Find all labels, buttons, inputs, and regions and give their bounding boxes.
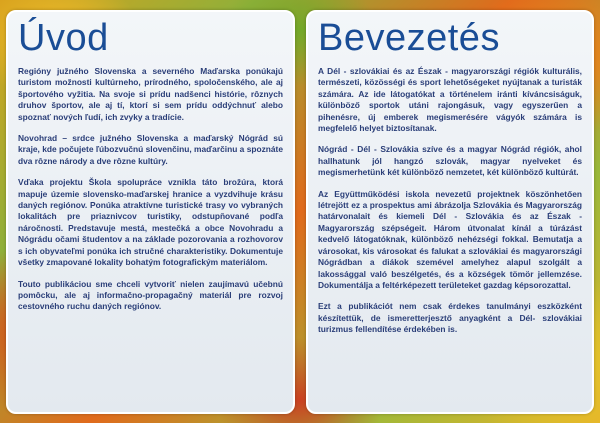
- slovak-intro-panel: [6, 10, 295, 414]
- hungarian-paragraph-1: A Dél - szlovákiai és az Észak - magyarországi régiók kulturális, természeti, közösségi és sport lehetőségeket nyújtanak a turisták számára. Az ide látogatókat a történelem iránti kíváncsiságuk, különböző sportok utáni rajongásuk, vagy egyszerűen a pihenésre, új emberek megismerésére vágyók számára is megfelelő helyet biztosítanak.: [318, 66, 582, 134]
- slovak-title: Úvod: [18, 17, 109, 59]
- hungarian-paragraph-4: Ezt a publikációt nem csak érdekes tanulmányi eszközként készítettük, de ismeretterjesztő anyagként a Dél- szlovákiai turizmus fellendítése érdekében is.: [318, 301, 582, 335]
- hungarian-intro-panel: [306, 10, 594, 414]
- hungarian-paragraph-3: Az Együttműködési iskola nevezetű projektnek köszönhetően létrejött ez a prospektus ami ábrázolja Szlovákia és Magyarország határvonalait és kiemeli Dél - Szlovákia és az Észak - Magyarország szépségeit. Három útvonalat kínál a túrázást kedvelő látogatóknak, különböző nehézségi fokkal. Bemutatja a városokat, kis városokat és falukat a szlovákiai és magyarországi Nógrádban a diákok szemével amelyhez alapul szolgált a lakossággal való beszélgetés, és a községek tömör jellemzése. Dokumentálja a feltérképezett területeket gazdag képsorozattal.: [318, 188, 582, 290]
- slovak-paragraph-3: Vďaka projektu Škola spolupráce vznikla táto brožúra, ktorá mapuje územie slovensko-maďarskej hranice a vyzdvihuje krásu daných regiónov. Ponúka atraktívne turistické trasy vo vybraných lokalitách pre priaznivcov turistiky, odstupňované podľa náročnosti. Predstavuje mestá, mestečká a obce Novohradu a Nógrádu očami študentov a na základe pozorovania a rozhovorov s ich obyvateľmi ponúka ich stručné charakteristiky. Dokumentuje všetky zmapované lokality bohatým fotografickým materiálom.: [18, 177, 283, 268]
- hungarian-title: Bevezetés: [318, 17, 500, 59]
- slovak-paragraph-2: Novohrad – srdce južného Slovenska a maďarský Nógrád sú kraje, kde počujete ľúbozvučnú slovenčinu, maďarčinu a spoznáte dva rôzne národy a dve rôzne kultúry.: [18, 133, 283, 166]
- hungarian-paragraph-2: Nógrád - Dél - Szlovákia szíve és a magyar Nógrád régiók, ahol hallhatunk jól hangzó szlovák, magyar nyelveket és megismerhetünk két különböző nemzetet, két különböző kultúrát.: [318, 144, 582, 178]
- slovak-paragraph-1: Regióny južného Slovenska a severného Maďarska ponúkajú turistom možnosti kultúrneho, prírodného, spoločenského, ale aj športového vyžitia. Na svoje si prídu nadšenci histórie, rôznych druhov športov, ale aj tí, ktorí si sem prídu oddýchnuť alebo spoznať nových ľudí, ich zvyky a tradície.: [18, 66, 283, 122]
- slovak-paragraph-4: Touto publikáciou sme chceli vytvoriť nielen zaujímavú učebnú pomôcku, ale aj informačno-propagačný materiál pre rozvoj cestovného ruchu daných regiónov.: [18, 278, 283, 312]
